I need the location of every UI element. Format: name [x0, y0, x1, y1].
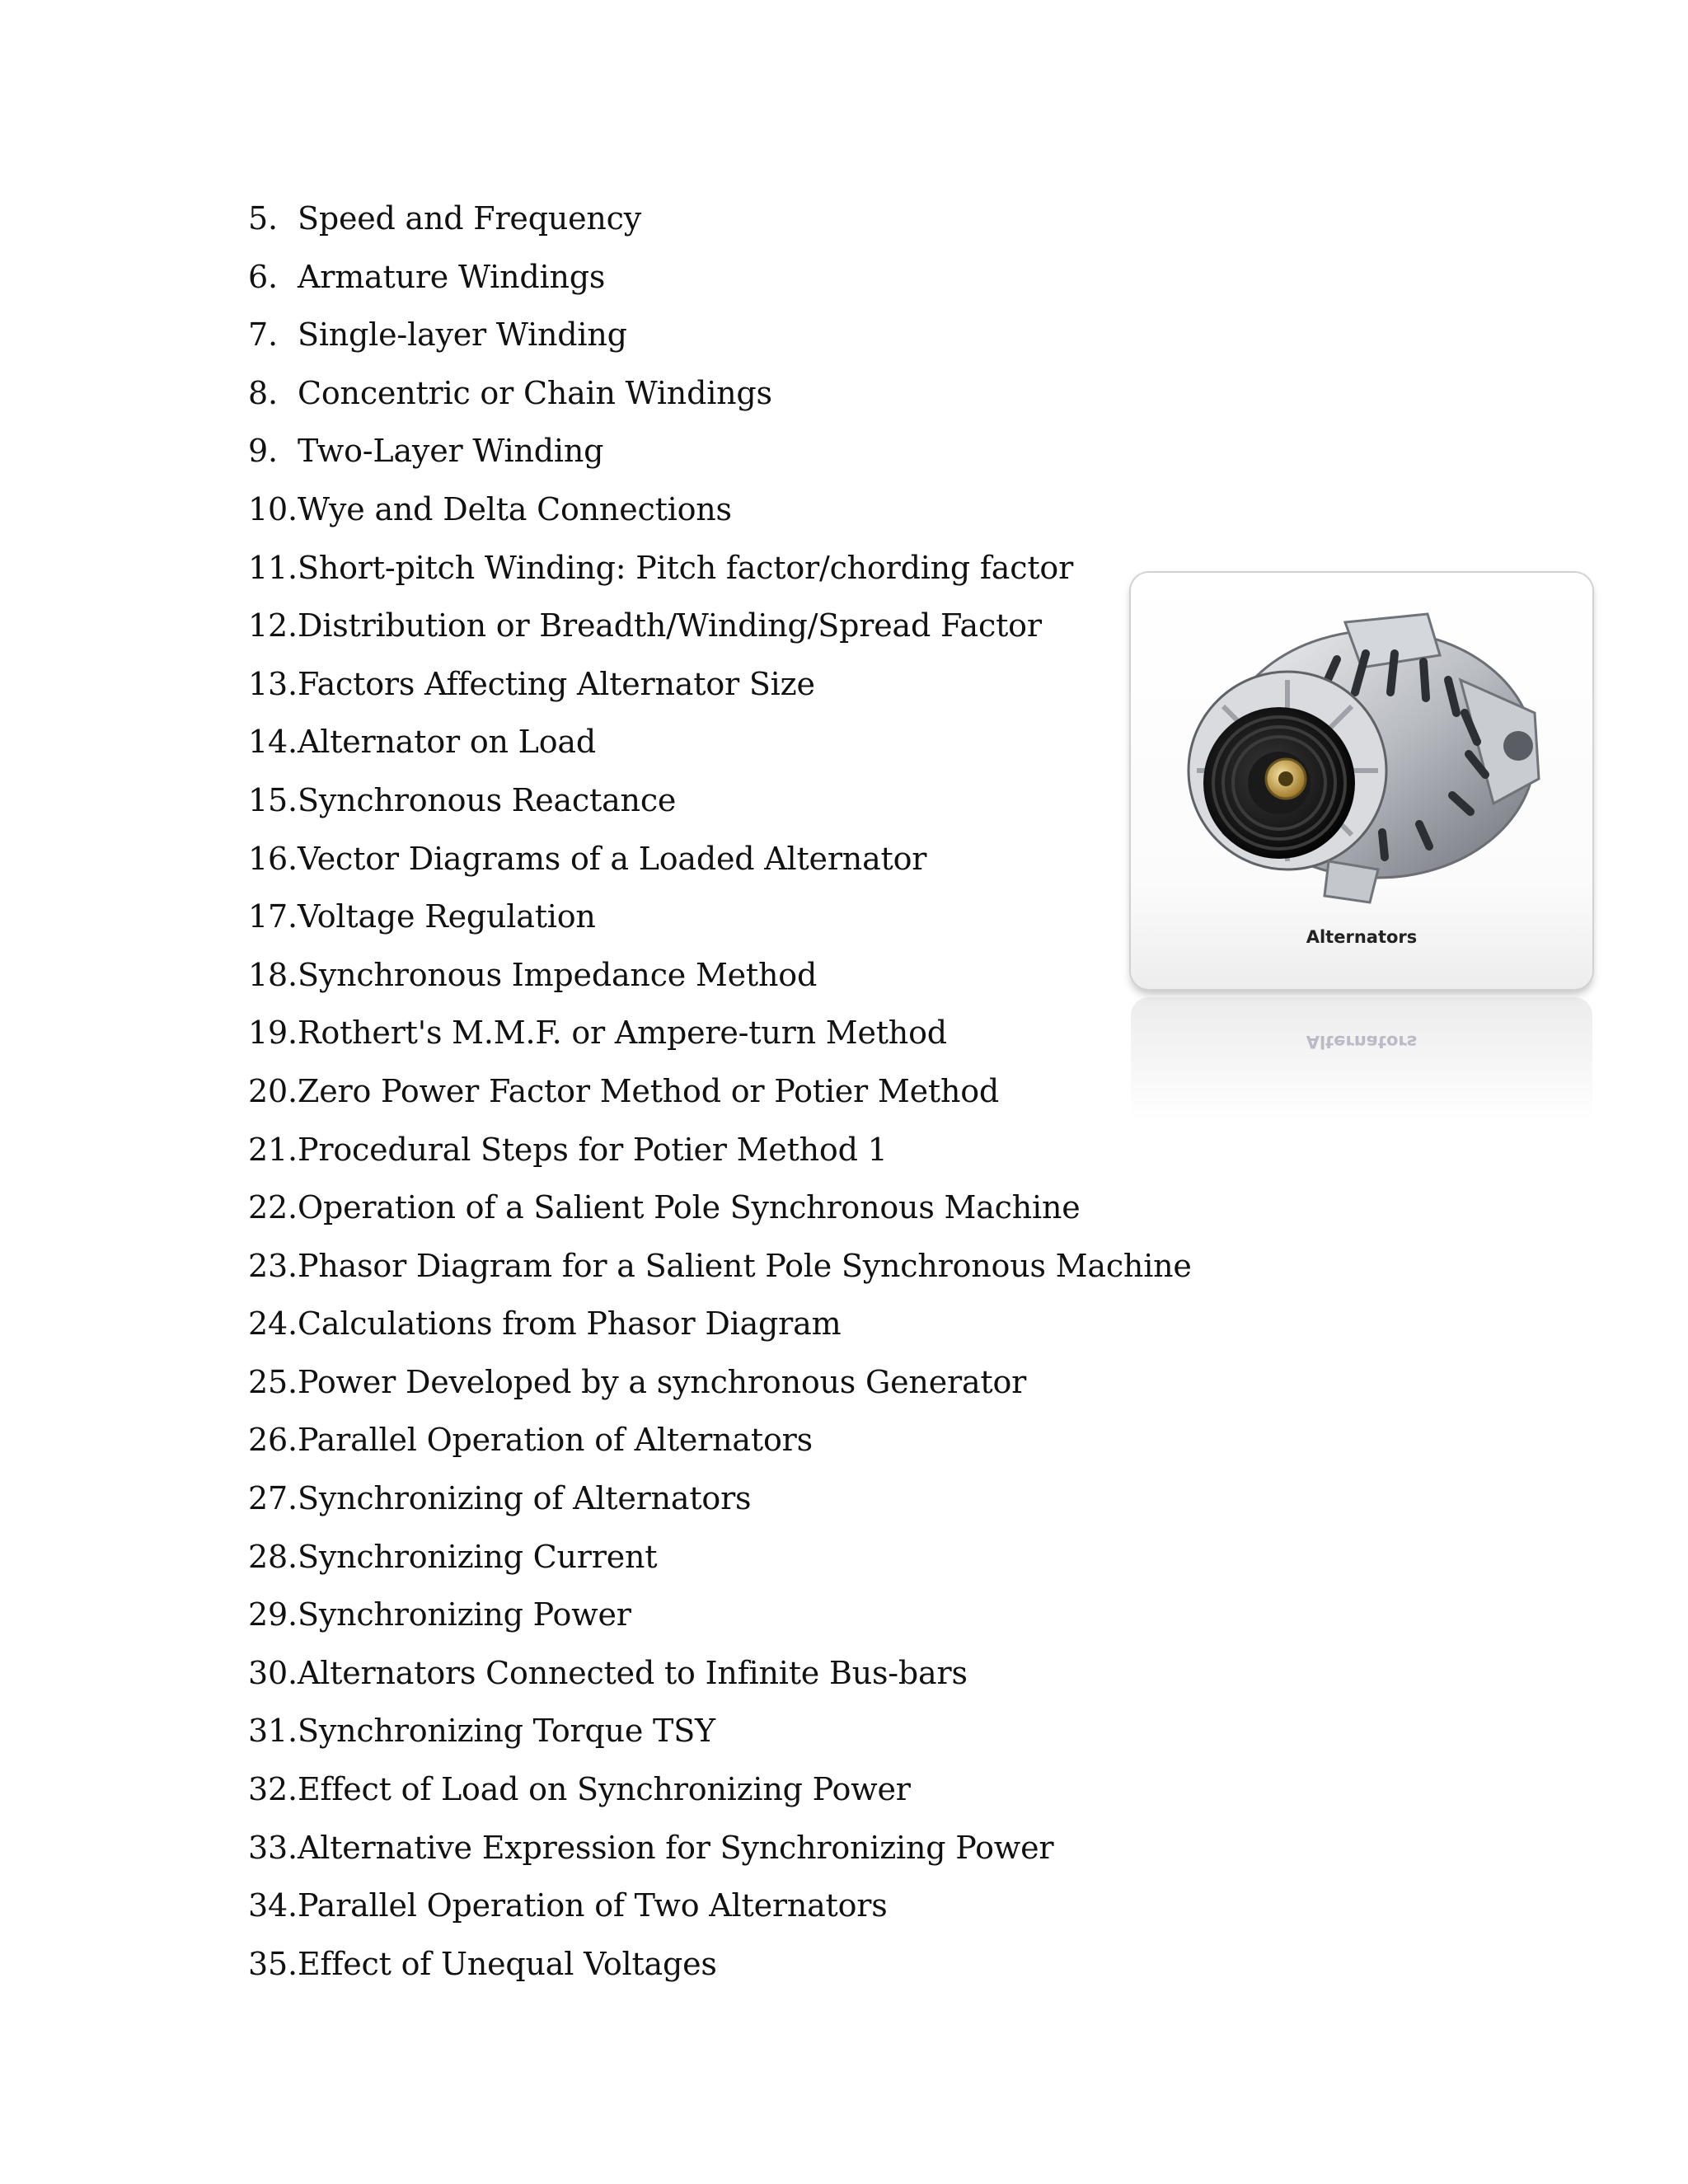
toc-item-number: 8. — [248, 374, 278, 411]
toc-item-title: Zero Power Factor Method or Potier Method — [298, 1072, 1000, 1109]
toc-item — [248, 777, 1192, 836]
toc-item — [248, 1010, 1192, 1068]
toc-item-number: 25. — [248, 1363, 298, 1400]
toc-item — [248, 1127, 1192, 1185]
toc-item-number: 9. — [248, 433, 278, 470]
toc-item-number: 27. — [248, 1480, 298, 1517]
toc-item — [248, 545, 1192, 603]
toc-item-number: 23. — [248, 1247, 298, 1284]
toc-item — [248, 602, 1192, 661]
toc-item-number: 30. — [248, 1654, 298, 1691]
toc-item-number: 22. — [248, 1189, 298, 1226]
toc-item — [248, 1941, 1192, 1999]
toc-item-number: 32. — [248, 1771, 298, 1808]
toc-item — [248, 661, 1192, 719]
toc-item — [248, 719, 1192, 777]
toc-item — [248, 428, 1192, 486]
toc-item-title: Calculations from Phasor Diagram — [298, 1305, 842, 1343]
toc-item-number: 11. — [248, 549, 298, 586]
toc-item-number: 6. — [248, 258, 278, 295]
toc-item — [248, 1184, 1192, 1243]
toc-item-title: Short-pitch Winding: Pitch factor/chording factor — [298, 549, 1074, 586]
toc-item-number: 31. — [248, 1713, 298, 1750]
toc-item-number: 18. — [248, 956, 298, 993]
toc-item-number: 17. — [248, 898, 298, 935]
toc-item-number: 26. — [248, 1422, 298, 1459]
toc-item-title: Procedural Steps for Potier Method 1 — [298, 1131, 888, 1168]
toc-item-title: Single-layer Winding — [298, 316, 627, 354]
toc-item-number: 20. — [248, 1072, 298, 1109]
toc-item-number: 10. — [248, 490, 298, 527]
toc-item-title: Rothert's M.M.F. or Ampere-turn Method — [298, 1015, 947, 1052]
toc-item — [248, 1534, 1192, 1592]
alternator-figure — [1131, 573, 1592, 989]
toc-item-title: Concentric or Chain Windings — [298, 374, 772, 411]
figure-caption: Alternators — [1306, 927, 1418, 947]
table-of-contents-list — [248, 195, 1192, 1999]
toc-item — [248, 1650, 1192, 1708]
toc-item-title: Wye and Delta Connections — [298, 490, 732, 527]
toc-item-number: 16. — [248, 840, 298, 877]
toc-item — [248, 952, 1192, 1010]
toc-item-title: Synchronous Impedance Method — [298, 956, 818, 993]
toc-item — [248, 893, 1192, 952]
toc-item-title: Effect of Unequal Voltages — [298, 1945, 717, 1982]
toc-item — [248, 370, 1192, 429]
toc-item-title: Synchronizing Torque TSY — [298, 1713, 715, 1750]
toc-item-title: Parallel Operation of Alternators — [298, 1422, 813, 1459]
toc-item-title: Alternative Expression for Synchronizing Power — [298, 1829, 1054, 1866]
toc-item — [248, 836, 1192, 894]
toc-item-number: 24. — [248, 1305, 298, 1343]
toc-item-title: Armature Windings — [298, 258, 606, 295]
toc-item-title: Alternator on Load — [298, 724, 596, 761]
toc-item-number: 21. — [248, 1131, 298, 1168]
toc-item-title: Phasor Diagram for a Salient Pole Synchronous Machine — [298, 1247, 1192, 1284]
toc-item-number: 12. — [248, 607, 298, 644]
toc-item-title: Synchronizing of Alternators — [298, 1480, 752, 1517]
toc-item — [248, 1068, 1192, 1127]
toc-item — [248, 1243, 1192, 1301]
toc-item-number: 7. — [248, 316, 278, 354]
toc-item — [248, 1417, 1192, 1475]
toc-item — [248, 1825, 1192, 1883]
toc-item-title: Factors Affecting Alternator Size — [298, 665, 815, 702]
alternator-photo-icon — [1164, 589, 1559, 919]
toc-item-title: Parallel Operation of Two Alternators — [298, 1887, 888, 1924]
toc-item-title: Operation of a Salient Pole Synchronous Machine — [298, 1189, 1081, 1226]
toc-item-number: 29. — [248, 1596, 298, 1633]
toc-item — [248, 1301, 1192, 1359]
toc-item — [248, 1766, 1192, 1825]
toc-item-number: 5. — [248, 200, 278, 237]
toc-item-number: 13. — [248, 665, 298, 702]
toc-item — [248, 1882, 1192, 1941]
toc-item-title: Synchronous Reactance — [298, 781, 677, 818]
figure-reflection — [1131, 997, 1592, 1121]
toc-item-title: Synchronizing Power — [298, 1596, 631, 1633]
toc-item-title: Effect of Load on Synchronizing Power — [298, 1771, 911, 1808]
toc-item-title: Power Developed by a synchronous Generator — [298, 1363, 1027, 1400]
toc-item — [248, 195, 1192, 254]
toc-item-title: Voltage Regulation — [298, 898, 596, 935]
figure-reflection-caption: Alternators — [1306, 1032, 1418, 1052]
toc-item — [248, 1708, 1192, 1766]
toc-item — [248, 1359, 1192, 1418]
toc-item-title: Two-Layer Winding — [298, 433, 604, 470]
toc-item-title: Alternators Connected to Infinite Bus-bars — [298, 1654, 968, 1691]
toc-item-number: 15. — [248, 781, 298, 818]
toc-item-number: 34. — [248, 1887, 298, 1924]
toc-item-number: 14. — [248, 724, 298, 761]
toc-item — [248, 312, 1192, 370]
toc-item-title: Vector Diagrams of a Loaded Alternator — [298, 840, 927, 877]
toc-item-title: Speed and Frequency — [298, 200, 642, 237]
toc-item-number: 28. — [248, 1538, 298, 1575]
toc-item-number: 19. — [248, 1015, 298, 1052]
toc-item-number: 35. — [248, 1945, 298, 1982]
toc-item — [248, 1475, 1192, 1534]
toc-item — [248, 254, 1192, 312]
toc-item — [248, 1591, 1192, 1650]
toc-item-title: Distribution or Breadth/Winding/Spread Factor — [298, 607, 1042, 644]
toc-item — [248, 486, 1192, 545]
toc-item-title: Synchronizing Current — [298, 1538, 658, 1575]
toc-item-number: 33. — [248, 1829, 298, 1866]
